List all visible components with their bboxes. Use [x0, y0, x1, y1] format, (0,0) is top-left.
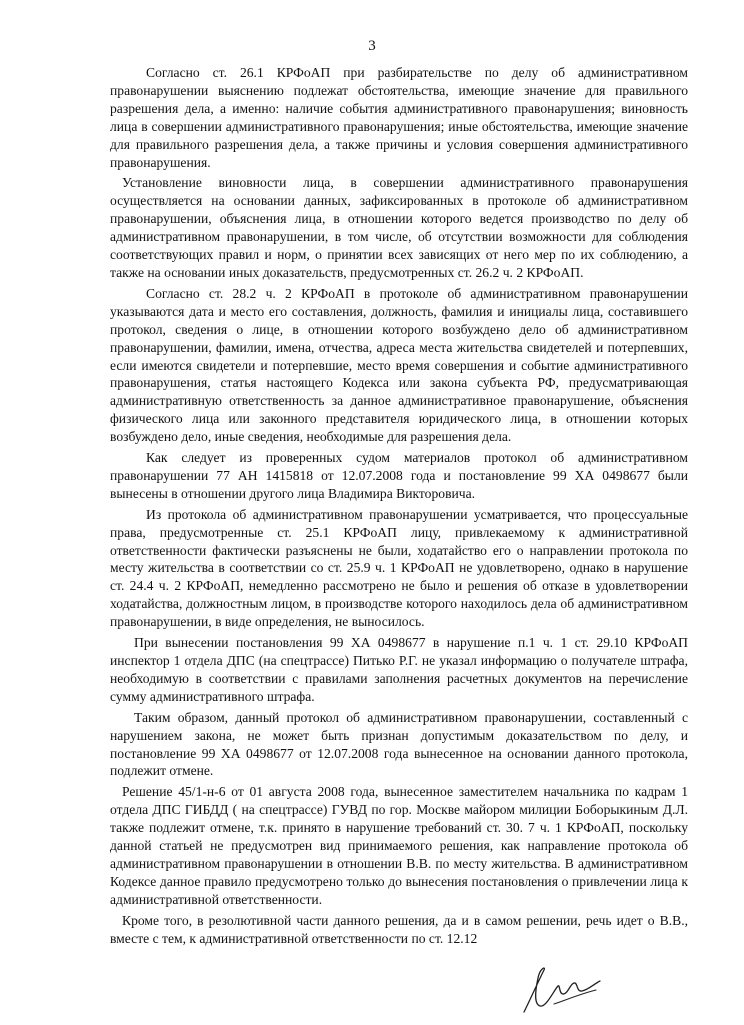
paragraph-resolution-issue: При вынесении постановления 99 ХА 0498677 в нарушение п.1 ч. 1 ст. 29.10 КРФоАП инспектор 1 отдела ДПС (на спецтрассе) Питько Р.Г. не указал информацию о получателе штрафа, необходимую в соответствии с правилами заполнения расчетных документов на перечисление сумму административного штрафа.: [110, 635, 688, 704]
paragraph-guilt-establishment: Установление виновности лица, в совершении административного правонарушения осуществляется на основании данных, зафиксированных в протоколе об административном правонарушении, объяснения лица, в отношении которого ведется производство по делу об административном правонарушении, в том числе, об отсутствии возможности для соблюдения соответствующих правил и норм, о принятии всех зависящих от него мер по их соблюдению, а также на основании иных доказательств, предусмотренных ст. 26.2 ч. 2 КРФоАП.: [110, 175, 688, 280]
paragraph-art-28-2: Согласно ст. 28.2 ч. 2 КРФоАП в протоколе об административном правонарушении указываются дата и место его составления, должность, фамилия и инициалы лица, составившего протокол, сведения о лице, в отношении которого возбуждено дело об административном правонарушении, фамилии, имена, отчества, адреса места жительства свидетелей и потерпевших, если имеются свидетели и потерпевшие, место время совершения и событие административного правонарушения, статья настоящего Кодекса или закона субъекта РФ, предусматривающая административную ответственность за данное административное правонарушение, объяснения физического лица или законного представителя юридического лица, в отношении которых возбуждено дело, иные сведения, необходимые для разрешения дела.: [110, 285, 688, 445]
document-body: [110, 64, 688, 948]
paragraph-art-26-1: Согласно ст. 26.1 КРФоАП при разбирательстве по делу об административном правонарушении выяснению подлежат обстоятельства, имеющие значение для правильного разрешения дела, а именно: наличие события административного правонарушения; виновность лица в совершении административного правонарушения; иные обстоятельства, имеющие значение для правильного разрешения дела, а также причины и условия совершения административного правонарушения.: [110, 65, 688, 170]
paragraph-conclusion: Таким образом, данный протокол об административном правонарушении, составленный с нарушением закона, не может быть признан допустимым доказательством по делу, и постановление 99 ХА 0498677 от 12.07.2008 года вынесенное на основании данного протокола, подлежит отмене.: [110, 709, 688, 779]
paragraph-decision-cancel: Решение 45/1-н-6 от 01 августа 2008 года, вынесенное заместителем начальника по кадрам 1 отдела ДПС ГИБДД ( на спецтрассе) ГУВД по гор. Москве майором милиции Боборыкиным Д.Л. также подлежит отмене, т.к. принято в нарушение требований ст. 30. 7 ч. 1 КРФоАП, поскольку данной статьей не предусмотрен вид принимаемого решения, как направление протокола об административном правонарушении в отношении В.В. по месту жительства. В административном Кодексе данное правило предусмотрено только до вынесения постановления о привлечении лица к административной ответственности.: [110, 784, 688, 907]
page-number: 3: [368, 38, 376, 54]
paragraph-additionally: Кроме того, в резолютивной части данного решения, да и в самом решении, речь идет о В.В., вместе с тем, к административной ответственности по ст. 12.12: [110, 912, 688, 946]
handwritten-signature: [510, 960, 610, 1020]
paragraph-procedural-rights: Из протокола об административном правонарушении усматривается, что процессуальные права, предусмотренные ст. 25.1 КРФоАП лицу, привлекаемому к административной ответственности фактически разъяснены не были, ходатайство его о направлении протокола по месту жительства в соответствии со ст. 25.9 ч. 1 КРФоАП не удовлетворено, однако в нарушение ст. 24.4 ч. 2 КРФоАП, немедленно рассмотрено не было и решения об отказе в удовлетворении ходатайства, должностным лицом, в производстве которого находилось дела об административном правонарушении, в виде определения, не выносилось.: [110, 506, 688, 630]
paragraph-materials-review: Как следует из проверенных судом материалов протокол об административном правонарушении 77 АН 1415818 от 12.07.2008 года и постановление 99 ХА 0498677 были вынесены в отношении другого лица Владимира Викторовича.: [110, 450, 688, 501]
